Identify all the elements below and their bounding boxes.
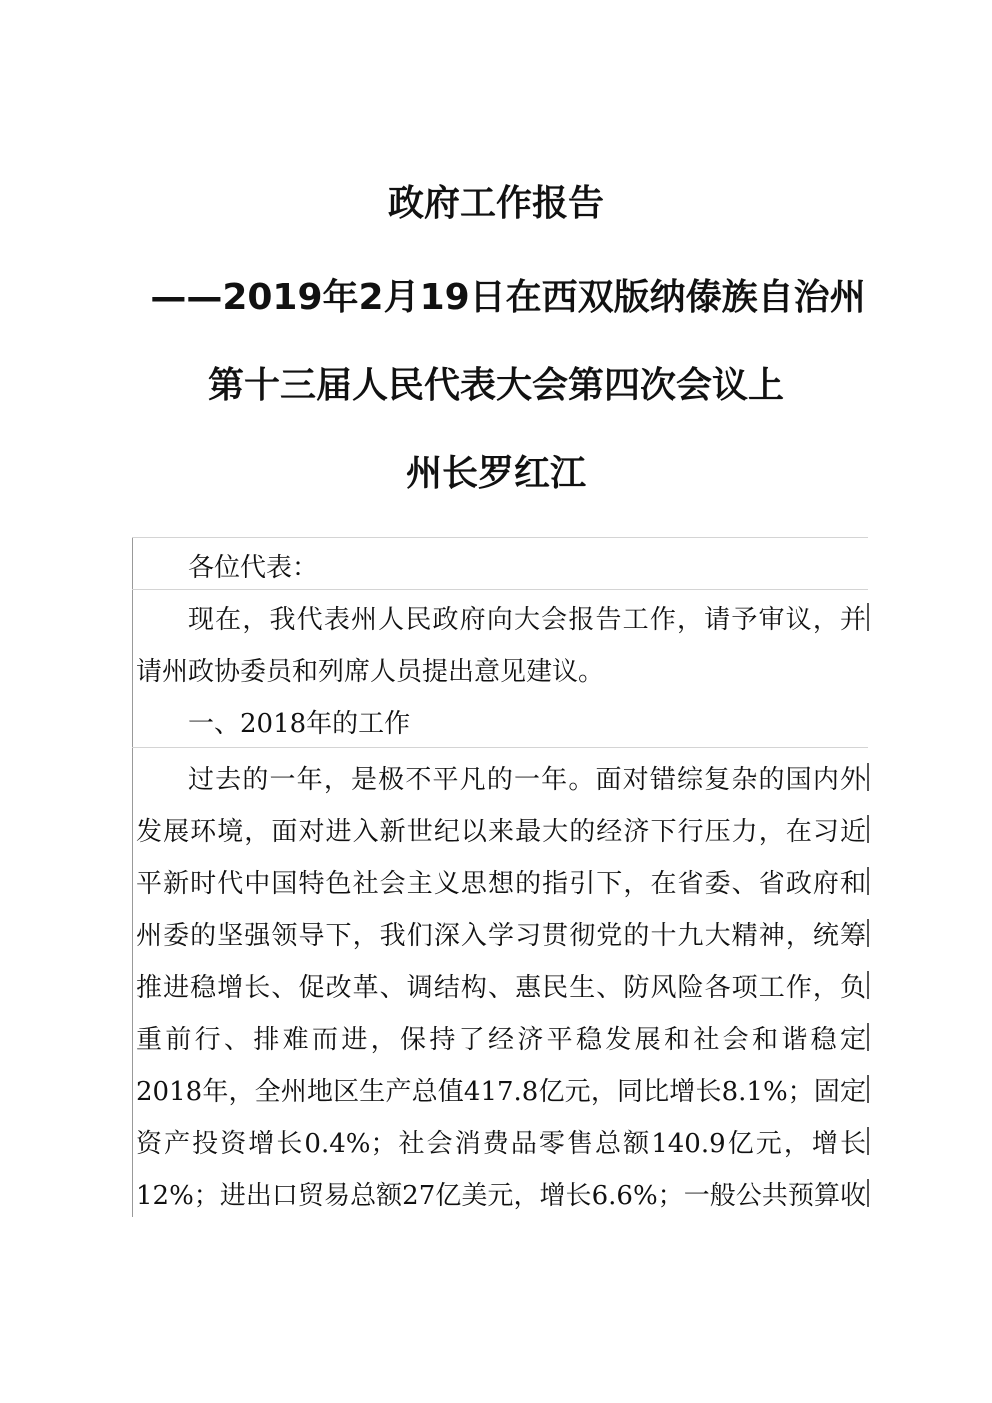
paragraph-line: 2018年，全州地区生产总值417.8亿元，同比增长8.1%；固定 bbox=[136, 1077, 866, 1107]
margin-mark bbox=[867, 815, 869, 843]
margin-mark bbox=[867, 971, 869, 999]
divider bbox=[132, 747, 868, 748]
section-heading: 一、2018年的工作 bbox=[188, 709, 411, 739]
document-author: 州长罗红江 bbox=[405, 453, 586, 494]
margin-mark bbox=[867, 867, 869, 895]
divider bbox=[132, 589, 868, 590]
paragraph-line: 推进稳增长、促改革、调结构、惠民生、防风险各项工作，负 bbox=[136, 973, 866, 1003]
divider bbox=[132, 537, 868, 538]
paragraph-line: 州委的坚强领导下，我们深入学习贯彻党的十九大精神，统筹 bbox=[136, 921, 866, 951]
margin-mark bbox=[867, 1075, 869, 1103]
margin-mark bbox=[867, 763, 869, 791]
margin-mark bbox=[867, 1179, 869, 1207]
margin-mark bbox=[867, 1127, 869, 1155]
paragraph-line: 请州政协委员和列席人员提出意见建议。 bbox=[136, 657, 605, 687]
document-subtitle-line-2: 第十三届人民代表大会第四次会议上 bbox=[207, 365, 784, 406]
margin-mark bbox=[867, 1023, 869, 1051]
paragraph-line: 平新时代中国特色社会主义思想的指引下，在省委、省政府和 bbox=[136, 869, 866, 899]
salutation: 各位代表： bbox=[188, 553, 319, 583]
paragraph-line: 过去的一年，是极不平凡的一年。面对错综复杂的国内外 bbox=[188, 765, 866, 795]
document-subtitle-line-1: ——2019年2月19日在西双版纳傣族自治州 bbox=[150, 277, 866, 318]
paragraph-line: 12%；进出口贸易总额27亿美元，增长6.6%；一般公共预算收 bbox=[136, 1181, 866, 1211]
paragraph-line: 现在，我代表州人民政府向大会报告工作，请予审议，并 bbox=[188, 605, 866, 635]
paragraph-line: 资产投资增长0.4%；社会消费品零售总额140.9亿元，增长 bbox=[136, 1129, 866, 1159]
paragraph-line: 发展环境，面对进入新世纪以来最大的经济下行压力，在习近 bbox=[136, 817, 866, 847]
margin-mark bbox=[867, 603, 869, 631]
margin-mark bbox=[867, 919, 869, 947]
paragraph-line: 重前行、排难而进，保持了经济平稳发展和社会和谐稳定 bbox=[136, 1025, 866, 1055]
document-title: 政府工作报告 bbox=[387, 183, 604, 224]
